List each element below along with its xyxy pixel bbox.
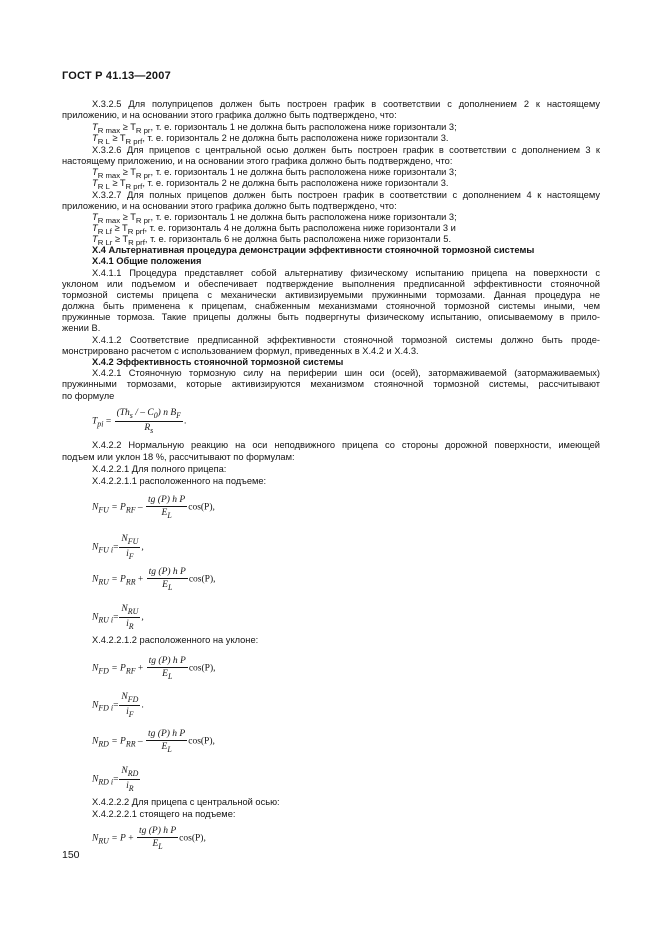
formula-lhs: N [92,700,99,711]
formula-num: N [121,604,128,614]
formula-num: tg (P) h P [148,656,186,666]
formula-eq: = P [108,663,126,674]
formula-nrui: $N_{RU i}=$ $\frac{N_{RU}}{i_R}$ , [92,604,144,631]
formula-lhs: N [92,574,99,585]
formula-lhs: N [92,774,99,785]
ineq-sub: R L [97,181,110,191]
formula-fraction [119,604,140,631]
formula-sub: L [158,841,163,851]
paragraph-line: Х.4.1.2 Соответствие предписанной эффективности стояночной тормозной системы должно быть продe- [92,335,600,345]
ineq-var: T [92,234,98,244]
formula-den: R [144,422,151,433]
formula-nfd [92,656,216,681]
ineq-var: T [92,178,98,188]
formula-fraction [146,495,187,520]
ineq-text: , т. е. горизонталь 6 не должна быть расположена ниже горизонтали 5. [144,234,452,244]
formula-num: tg (P) h P [148,495,186,505]
ineq-op: ≥ T [112,234,129,244]
formula-tail: , [141,612,144,623]
formula-sub: F [176,410,181,420]
formula-sub: R [128,621,134,631]
ineq-sub: R pr [135,215,151,225]
formula-sub: L [167,671,173,681]
ineq-op: ≥ T [111,223,128,233]
formula-den: E [162,669,168,679]
ineq-sub: R max [97,215,121,225]
formula-tail: cos(P), [188,502,215,513]
formula-nfu [92,495,215,520]
paragraph-line: Х.3.2.6 Для прицепов с центральной осью должен быть построен график в соответствии с дополнением 3 к [92,145,600,155]
formula-eq: = P [108,502,126,513]
formula-num: (Th [116,408,130,418]
paragraph-line: Х.3.2.5 Для полуприцепов должен быть построен график в соответствии с дополнением 2 к настоящему [92,99,600,109]
formula-sub: pi [97,419,104,429]
paragraph-line: тормозной системы прицепа с механически активизируемыми пружинными тормозами. Данная процедура не [62,290,600,300]
formula-tpi: $T_{pi}$ = $\frac{(Th_s / - C_0) n B_F}{R_s}$ . [92,408,187,435]
paragraph-line: приложению, и на основании этого графика должно быть подтверждено, что: [62,201,397,211]
formula-sub: L [167,582,173,592]
ineq-op: ≥ T [109,178,126,188]
formula-sub: FD [98,666,109,676]
ineq-sub: R Lr [97,237,113,247]
ineq-var: T [92,122,98,132]
ineq-text: , т. е. горизонталь 1 не должна быть расположена ниже горизонтали 3; [150,212,457,222]
formula-num: tg (P) h P [148,567,186,577]
formula-sub: RF [125,505,136,515]
ineq-var: T [92,133,98,143]
ineq-sub: R pr [135,125,151,135]
paragraph-line: Х.4.2.1 Стояночную тормозную силу на периферии шин оси (осей), затормаживаемой (затормаживаемых) [92,368,600,378]
formula-nfdi: $N_{FD i}=$ $\frac{N_{FD}}{i_F}$ . [92,692,144,719]
ineq-sub: R pr [135,170,151,180]
formula-fraction [115,408,183,435]
formula-sub: RU i [98,615,114,625]
formula-sub: RU [127,606,139,616]
formula-lhs: N [92,736,99,747]
formula-fraction [146,729,187,754]
paragraph-line: уклоном или подъемом и обеспечивает подтверждение выполнения предписанной эффективности стояночной [62,279,600,289]
ineq-text: , т. е. горизонталь 1 не должна быть расположена ниже горизонтали 3; [150,122,457,132]
formula-op: + [135,574,146,585]
ineq-op: ≥ T [120,167,136,177]
formula-op: + [135,663,146,674]
formula-op: + [125,833,136,844]
formula-sub: s [129,410,133,420]
formula-sub: RR [125,577,136,587]
ineq-sub: R prf [125,136,143,146]
formula-fraction [119,766,140,793]
section-heading: Х.4 Альтернативная процедура демонстрации эффективности стояночной тормозной системы [92,245,535,255]
formula-sub: F [128,709,134,719]
formula-sub: 0 [153,410,158,420]
paragraph-line: жении В. [62,323,101,333]
formula-sub: FU [127,536,139,546]
ineq-text: , т. е. горизонталь 2 не должна быть расположена ниже горизонтали 3. [142,133,449,143]
paragraph-line: Х.4.1.1 Процедура представляет собой альтернативу физическому испытанию прицепа на поверхности с [92,268,600,278]
formula-sub: RF [125,666,136,676]
paragraph-line: пружинные тормоза. Такие прицепы должны быть подвергнуты физическому испытанию, описываемому в прило- [62,312,600,322]
formula-eq: = P [108,574,126,585]
ineq-var: T [92,223,98,233]
formula-num: N [121,534,128,544]
formula-nrd [92,729,215,754]
formula-num: tg (P) h P [138,826,177,836]
formula-fraction [147,656,188,681]
formula-sub: s [150,425,154,435]
formula-tail: , [141,542,144,553]
ineq-op: ≥ T [120,212,136,222]
ineq-text: , т. е. горизонталь 2 не должна быть расположена ниже горизонтали 3. [142,178,449,188]
formula-num: tg (P) h P [148,729,186,739]
ineq-var: T [92,212,98,222]
formula-den: E [161,508,168,518]
formula-nru-central [92,826,206,851]
formula-tail: . [141,700,144,711]
paragraph-line: должна быть применена к прицепам, снабженным механизмами стояночной тормозной системы иными, чем [62,301,600,311]
formula-nrdi: $N_{RD i}=$ $\frac{N_{RD}}{i_R}$ [92,766,139,793]
formula-sub: L [167,744,172,754]
ineq-sub: R max [97,125,121,135]
formula-num: ) n B [157,408,177,418]
formula-lhs: N [92,612,99,623]
ineq-sub: R prf [127,226,145,236]
page-number: 150 [62,849,80,861]
formula-den: i [126,618,129,629]
paragraph-line: Х.4.2.2.1.1 расположенного на подъеме: [92,476,267,486]
formula-op: – [135,736,146,747]
formula-fraction [147,567,188,592]
formula-den: i [126,780,129,791]
ineq-sub: R Lf [97,226,112,236]
paragraph-line: приложению, и на основании этого графика должно быть подтверждено, что: [62,110,397,120]
formula-den: i [126,706,129,717]
formula-sub: FU i [98,545,114,555]
ineq-sub: R prf [128,237,145,247]
formula-sub: L [167,510,172,520]
formula-sub: RR [125,739,136,749]
formula-nfui: $N_{FU i}=$ $\frac{N_{FU}}{i_F}$ , [92,534,144,561]
ineq-sub: R max [97,170,121,180]
formula-lhs: N [92,833,99,844]
formula-eq: = P [108,833,126,844]
formula-sub: RU [98,577,109,587]
formula-sub: RD [127,768,139,778]
formula-tail: . [183,416,187,427]
paragraph-line: настоящему приложению, и на основании этого графика должно быть подтверждено, что: [62,156,453,166]
formula-sub: RU [98,836,109,846]
paragraph-line: по формуле [62,391,115,401]
formula-fraction [137,826,178,851]
ineq-text: , т. е. горизонталь 4 не должна быть расположена ниже горизонтали 3 и [144,223,456,233]
formula-den: E [162,580,168,590]
paragraph-line: Х.4.2.2.1 Для полного прицепа: [92,464,227,474]
paragraph-line: Х.4.2.2.1.2 расположенного на уклоне: [92,635,259,645]
formula-tail: cos(P), [188,663,216,674]
formula-num: N [121,766,128,776]
document-header: ГОСТ Р 41.13—2007 [62,70,171,82]
paragraph-line: Х.4.2.2.2.1 стоящего на подъеме: [92,809,236,819]
paragraph-line: Х.3.2.7 Для полных прицепов должен быть построен график в соответствии с дополнением 4 к настоящему [92,190,600,200]
formula-den: i [126,548,129,559]
formula-tail: cos(P), [188,736,215,747]
paragraph-line: Х.4.2.2 Нормальную реакцию на оси неподвижного прицепа со стороны дорожной поверхности, имеющей [92,440,600,450]
ineq-text: , т. е. горизонталь 1 не должна быть расположена ниже горизонтали 3; [150,167,457,177]
formula-den: E [161,742,168,752]
formula-fraction [119,692,140,719]
paragraph-line: Х.4.2.2.2 Для прицепа с центральной осью: [92,797,280,807]
formula-tail: cos(P), [179,833,206,844]
section-heading: Х.4.1 Общие положения [92,256,202,266]
formula-eq: = P [108,736,126,747]
formula-num: N [121,692,128,702]
formula-sub: RD i [98,777,114,787]
section-heading: Х.4.2 Эффективность стояночной тормозной системы [92,357,344,367]
paragraph-line: пружинными тормозами, которые активизируются механизмом стояночной тормозной системы, рассчитывают [62,379,600,389]
formula-nru [92,567,216,592]
formula-sub: FD [127,694,139,704]
paragraph-line: подъем или уклон 18 %, рассчитывают по формулам: [62,452,295,462]
ineq-sub: R L [97,136,110,146]
formula-den: E [152,839,159,849]
formula-fraction [119,534,140,561]
formula-sub: FU [98,505,109,515]
formula-op: – [135,502,146,513]
formula-lhs: N [92,542,99,553]
ineq-sub: R prf [125,181,143,191]
formula-tail: cos(P), [188,574,216,585]
formula-sub: RD [98,739,109,749]
ineq-op: ≥ T [120,122,136,132]
ineq-var: T [92,167,98,177]
formula-lhs: N [92,663,99,674]
paragraph-line: монстрировано расчетом с использованием формул, приведенных в Х.4.2 и Х.4.3. [62,346,419,356]
formula-num: / – C [132,408,154,418]
ineq-op: ≥ T [109,133,126,143]
formula-sub: F [128,551,134,561]
formula-lhs: T [92,416,98,427]
formula-sub: R [128,783,134,793]
formula-sub: FD i [98,703,114,713]
formula-lhs: N [92,502,99,513]
